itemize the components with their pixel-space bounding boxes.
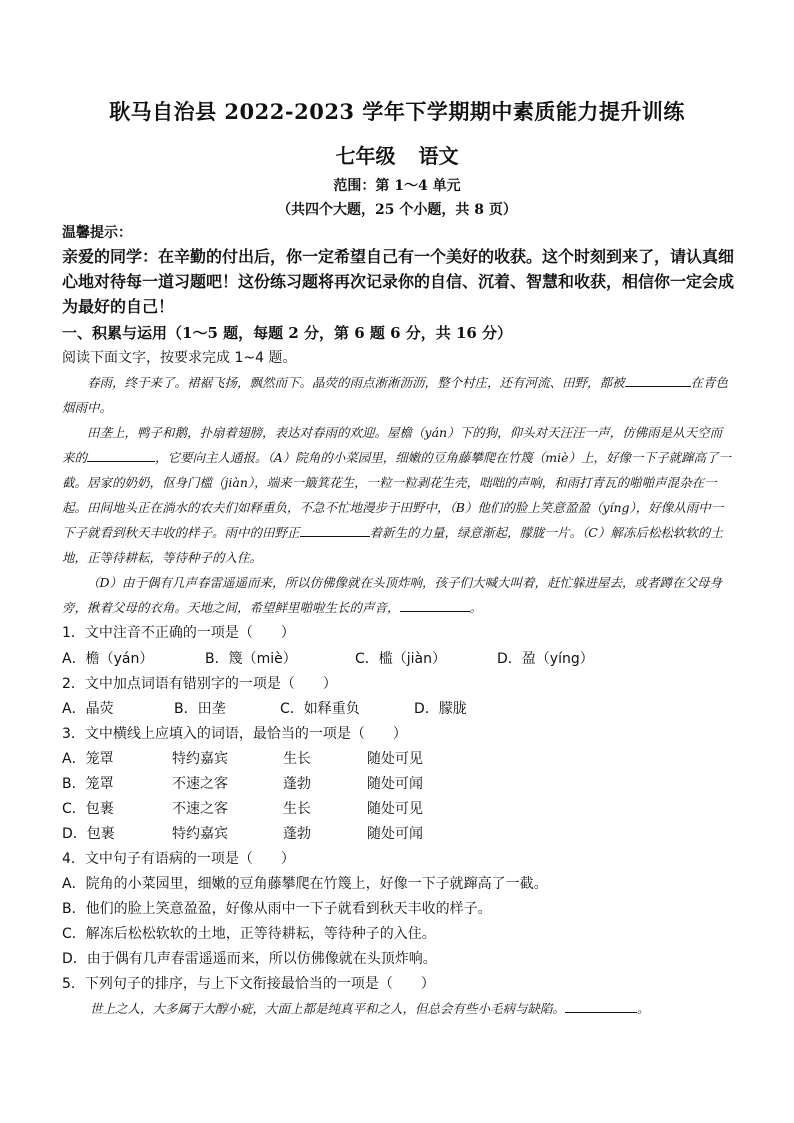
subject-label: 语文 bbox=[418, 144, 459, 168]
passage-paragraph-3 bbox=[62, 570, 734, 620]
option-d[interactable]: D．朦胧 bbox=[414, 701, 467, 717]
tips-heading: 温馨提示： bbox=[62, 225, 132, 241]
option-cell: 随处可见 bbox=[367, 751, 423, 767]
option-d[interactable]: D．盈（yíng） bbox=[497, 651, 594, 667]
option-b[interactable]: B．他们的脸上笑意盈盈，好像从雨中一下子就看到秋天丰收的样子。 bbox=[62, 901, 492, 917]
option-cell: 生长 bbox=[283, 751, 311, 767]
option-cell: 生长 bbox=[283, 801, 311, 817]
option-cell: D．包裹 bbox=[62, 826, 115, 842]
option-cell: C．包裹 bbox=[62, 801, 114, 817]
grade-subject bbox=[0, 140, 794, 169]
grade-label: 七年级 bbox=[335, 144, 396, 168]
section-heading: 一、积累与运用（1～5 题，每题 2 分，第 6 题 6 分，共 16 分） bbox=[62, 324, 513, 342]
passage-text: 着新生的力量，绿意渐起，朦胧一片。（C）解冻后松松软软的土地，正等待耕耘，等待种子的入住。 bbox=[62, 525, 723, 565]
option-cell: 蓬勃 bbox=[283, 826, 311, 842]
option-cell: 随处可闻 bbox=[367, 776, 423, 792]
answer-blank[interactable] bbox=[625, 372, 691, 387]
option-cell: 蓬勃 bbox=[283, 776, 311, 792]
section-instruction: 阅读下面文字，按要求完成 1~4 题。 bbox=[62, 350, 297, 366]
option-c[interactable]: C．解冻后松松软软的土地，正等待耕耘，等待种子的入住。 bbox=[62, 926, 436, 942]
passage-text: 。 bbox=[469, 600, 483, 615]
option-cell: 特约嘉宾 bbox=[172, 826, 228, 842]
option-c[interactable]: C．槛（jiàn） bbox=[355, 651, 447, 667]
question-5-stem: 5．下列句子的排序，与上下文衔接最恰当的一项是（ ） bbox=[62, 976, 435, 992]
option-b[interactable]: B．篾（miè） bbox=[205, 651, 297, 667]
exam-range: 范围：第 1～4 单元 bbox=[333, 178, 461, 194]
passage-text: ，它要向主人通报。（A）院角的小菜园里，细嫩的豆角藤攀爬在竹篾（miè）上，好像一下子就蹿高了一截。居家的奶奶，伛身门槛（jiàn），端来一簸箕花生，一粒一粒剥花生壳，咄咄的声响，和雨打青瓦的啪啪声混杂在一起。田间地头正在淌水的农夫们如释重负，不急不忙地漫步于田野中，（B）他们的脸上笑意盈盈（yíng），好像从雨中一下子就看到秋天丰收的样子。雨中的田野正 bbox=[62, 450, 732, 540]
answer-blank[interactable] bbox=[87, 447, 155, 462]
question-2-stem: 2．文中加点词语有错别字的一项是（ ） bbox=[62, 676, 337, 692]
answer-blank[interactable] bbox=[300, 522, 370, 537]
passage-paragraph-2 bbox=[62, 420, 734, 570]
passage-text: 田垄上，鸭子和鹅，扑扇着翅膀，表达对春雨的欢迎。屋檐（yán）下的狗，仰头对天汪汪一声，仿佛雨是从天空而来的 bbox=[62, 425, 723, 465]
option-c[interactable]: C．如释重负 bbox=[280, 701, 360, 717]
passage-text: 春雨，终于来了。裙裾飞扬，飘然而下。晶荧的雨点淅淅沥沥，整个村庄，还有河流、田野，都被 bbox=[87, 375, 625, 390]
answer-blank[interactable] bbox=[400, 597, 470, 612]
question-3-stem: 3．文中横线上应填入的词语，最恰当的一项是（ ） bbox=[62, 726, 407, 742]
option-b[interactable]: B．田垄 bbox=[174, 701, 226, 717]
question-5-passage: 世上之人，大多属于大醇小疵，大面上都是纯真平和之人，但总会有些小毛病与缺陷。 。 bbox=[90, 998, 740, 1017]
passage-text: 世上之人，大多属于大醇小疵，大面上都是纯真平和之人，但总会有些小毛病与缺陷。 bbox=[90, 1001, 566, 1016]
option-cell: 随处可见 bbox=[367, 801, 423, 817]
passage-paragraph-1 bbox=[62, 370, 734, 420]
option-a[interactable]: A．晶荧 bbox=[62, 701, 114, 717]
answer-blank[interactable] bbox=[565, 998, 637, 1013]
exam-count: （共四个大题，25 个小题，共 8 页） bbox=[277, 202, 517, 218]
passage-text: （D）由于偶有几声春雷遥遥而来，所以仿佛像就在头顶炸响，孩子们大喊大叫着，赶忙躲进屋去，或者蹲在父母身旁，揪着父母的衣角。天地之间，希望鲜里啪啦生长的声音， bbox=[62, 575, 723, 615]
option-cell: 特约嘉宾 bbox=[172, 751, 228, 767]
option-a[interactable]: A．檐（yán） bbox=[62, 651, 154, 667]
option-a[interactable]: A．院角的小菜园里，细嫩的豆角藤攀爬在竹篾上，好像一下子就蹿高了一截。 bbox=[62, 876, 548, 892]
question-4-stem: 4．文中句子有语病的一项是（ ） bbox=[62, 851, 295, 867]
option-cell: A．笼罩 bbox=[62, 751, 114, 767]
question-1-stem: 1．文中注音不正确的一项是（ ） bbox=[62, 625, 295, 641]
passage-text: 在青色烟雨中。 bbox=[62, 375, 729, 415]
tips-body: 亲爱的同学：在辛勤的付出后，你一定希望自己有一个美好的收获。这个时刻到来了，请认真细心地对待每一道习题吧！这份练习题将再次记录你的自信、沉着、智慧和收获，相信你一定会成为最好的自己！ bbox=[62, 247, 735, 316]
option-cell: 不速之客 bbox=[172, 801, 228, 817]
option-cell: 不速之客 bbox=[172, 776, 228, 792]
option-cell: B．笼罩 bbox=[62, 776, 114, 792]
exam-title: 耿马自治县 2022-2023 学年下学期期中素质能力提升训练 bbox=[109, 99, 685, 124]
option-cell: 随处可闻 bbox=[367, 826, 423, 842]
option-d[interactable]: D．由于偶有几声春雷遥遥而来，所以仿佛像就在头顶炸响。 bbox=[62, 951, 437, 967]
